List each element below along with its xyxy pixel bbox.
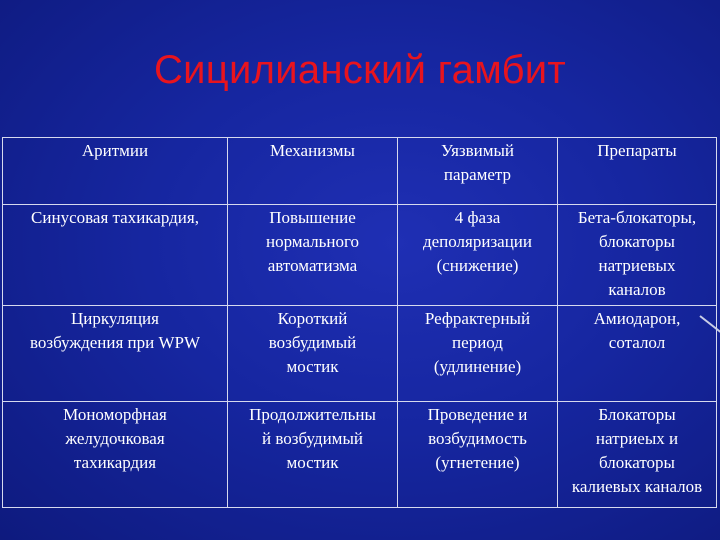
cell-text: Мономорфная желудочковая тахикардия: [63, 405, 167, 472]
header-label: Препараты: [597, 141, 677, 160]
header-label: Аритмии: [81, 141, 149, 160]
table-cell: [3, 402, 228, 508]
slide-title: Сицилианский гамбит: [153, 48, 567, 92]
table-header-row: [3, 138, 717, 205]
table-cell: [3, 306, 228, 402]
table-cell: [558, 205, 717, 306]
cell-text: Рефрактерный период (удлинение): [424, 309, 531, 376]
table-cell: [558, 402, 717, 508]
table-row: [3, 402, 717, 508]
table-cell: [228, 306, 398, 402]
table-row: [3, 205, 717, 306]
cell-text: Блокаторы натриеых и блокаторы калиевых каналов: [571, 405, 703, 496]
cell-text: Продолжительны й возбудимый мостик: [249, 405, 376, 472]
table-cell: [398, 205, 558, 306]
header-cell-mechanisms: [228, 138, 398, 205]
table-cell: [398, 306, 558, 402]
table-cell: [228, 205, 398, 306]
table-cell: [398, 402, 558, 508]
table-cell: [558, 306, 717, 402]
cell-text: Короткий возбудимый мостик: [268, 309, 357, 376]
table-cell: [3, 205, 228, 306]
table-row: [3, 306, 717, 402]
header-label: Механизмы: [270, 141, 355, 160]
cell-text: Проведение и возбудимость (угнетение): [427, 405, 528, 472]
cell-text: 4 фаза деполяризации (снижение): [422, 208, 533, 275]
cell-text: Циркуляция возбуждения при WPW: [29, 309, 201, 352]
header-cell-arrhythmias: [3, 138, 228, 205]
cell-text: Амиодарон, соталол: [593, 309, 681, 352]
cell-text: Повышение нормального автоматизма: [265, 208, 360, 275]
header-cell-drugs: [558, 138, 717, 205]
cell-text: Синусовая тахикардия,: [31, 208, 199, 227]
table-cell: [228, 402, 398, 508]
header-label: Уязвимый параметр: [440, 141, 515, 184]
comparison-table: [2, 137, 717, 508]
header-cell-vulnerable-parameter: [398, 138, 558, 205]
cell-text: Бета-блокаторы, блокаторы натриевых каналов: [577, 208, 697, 299]
